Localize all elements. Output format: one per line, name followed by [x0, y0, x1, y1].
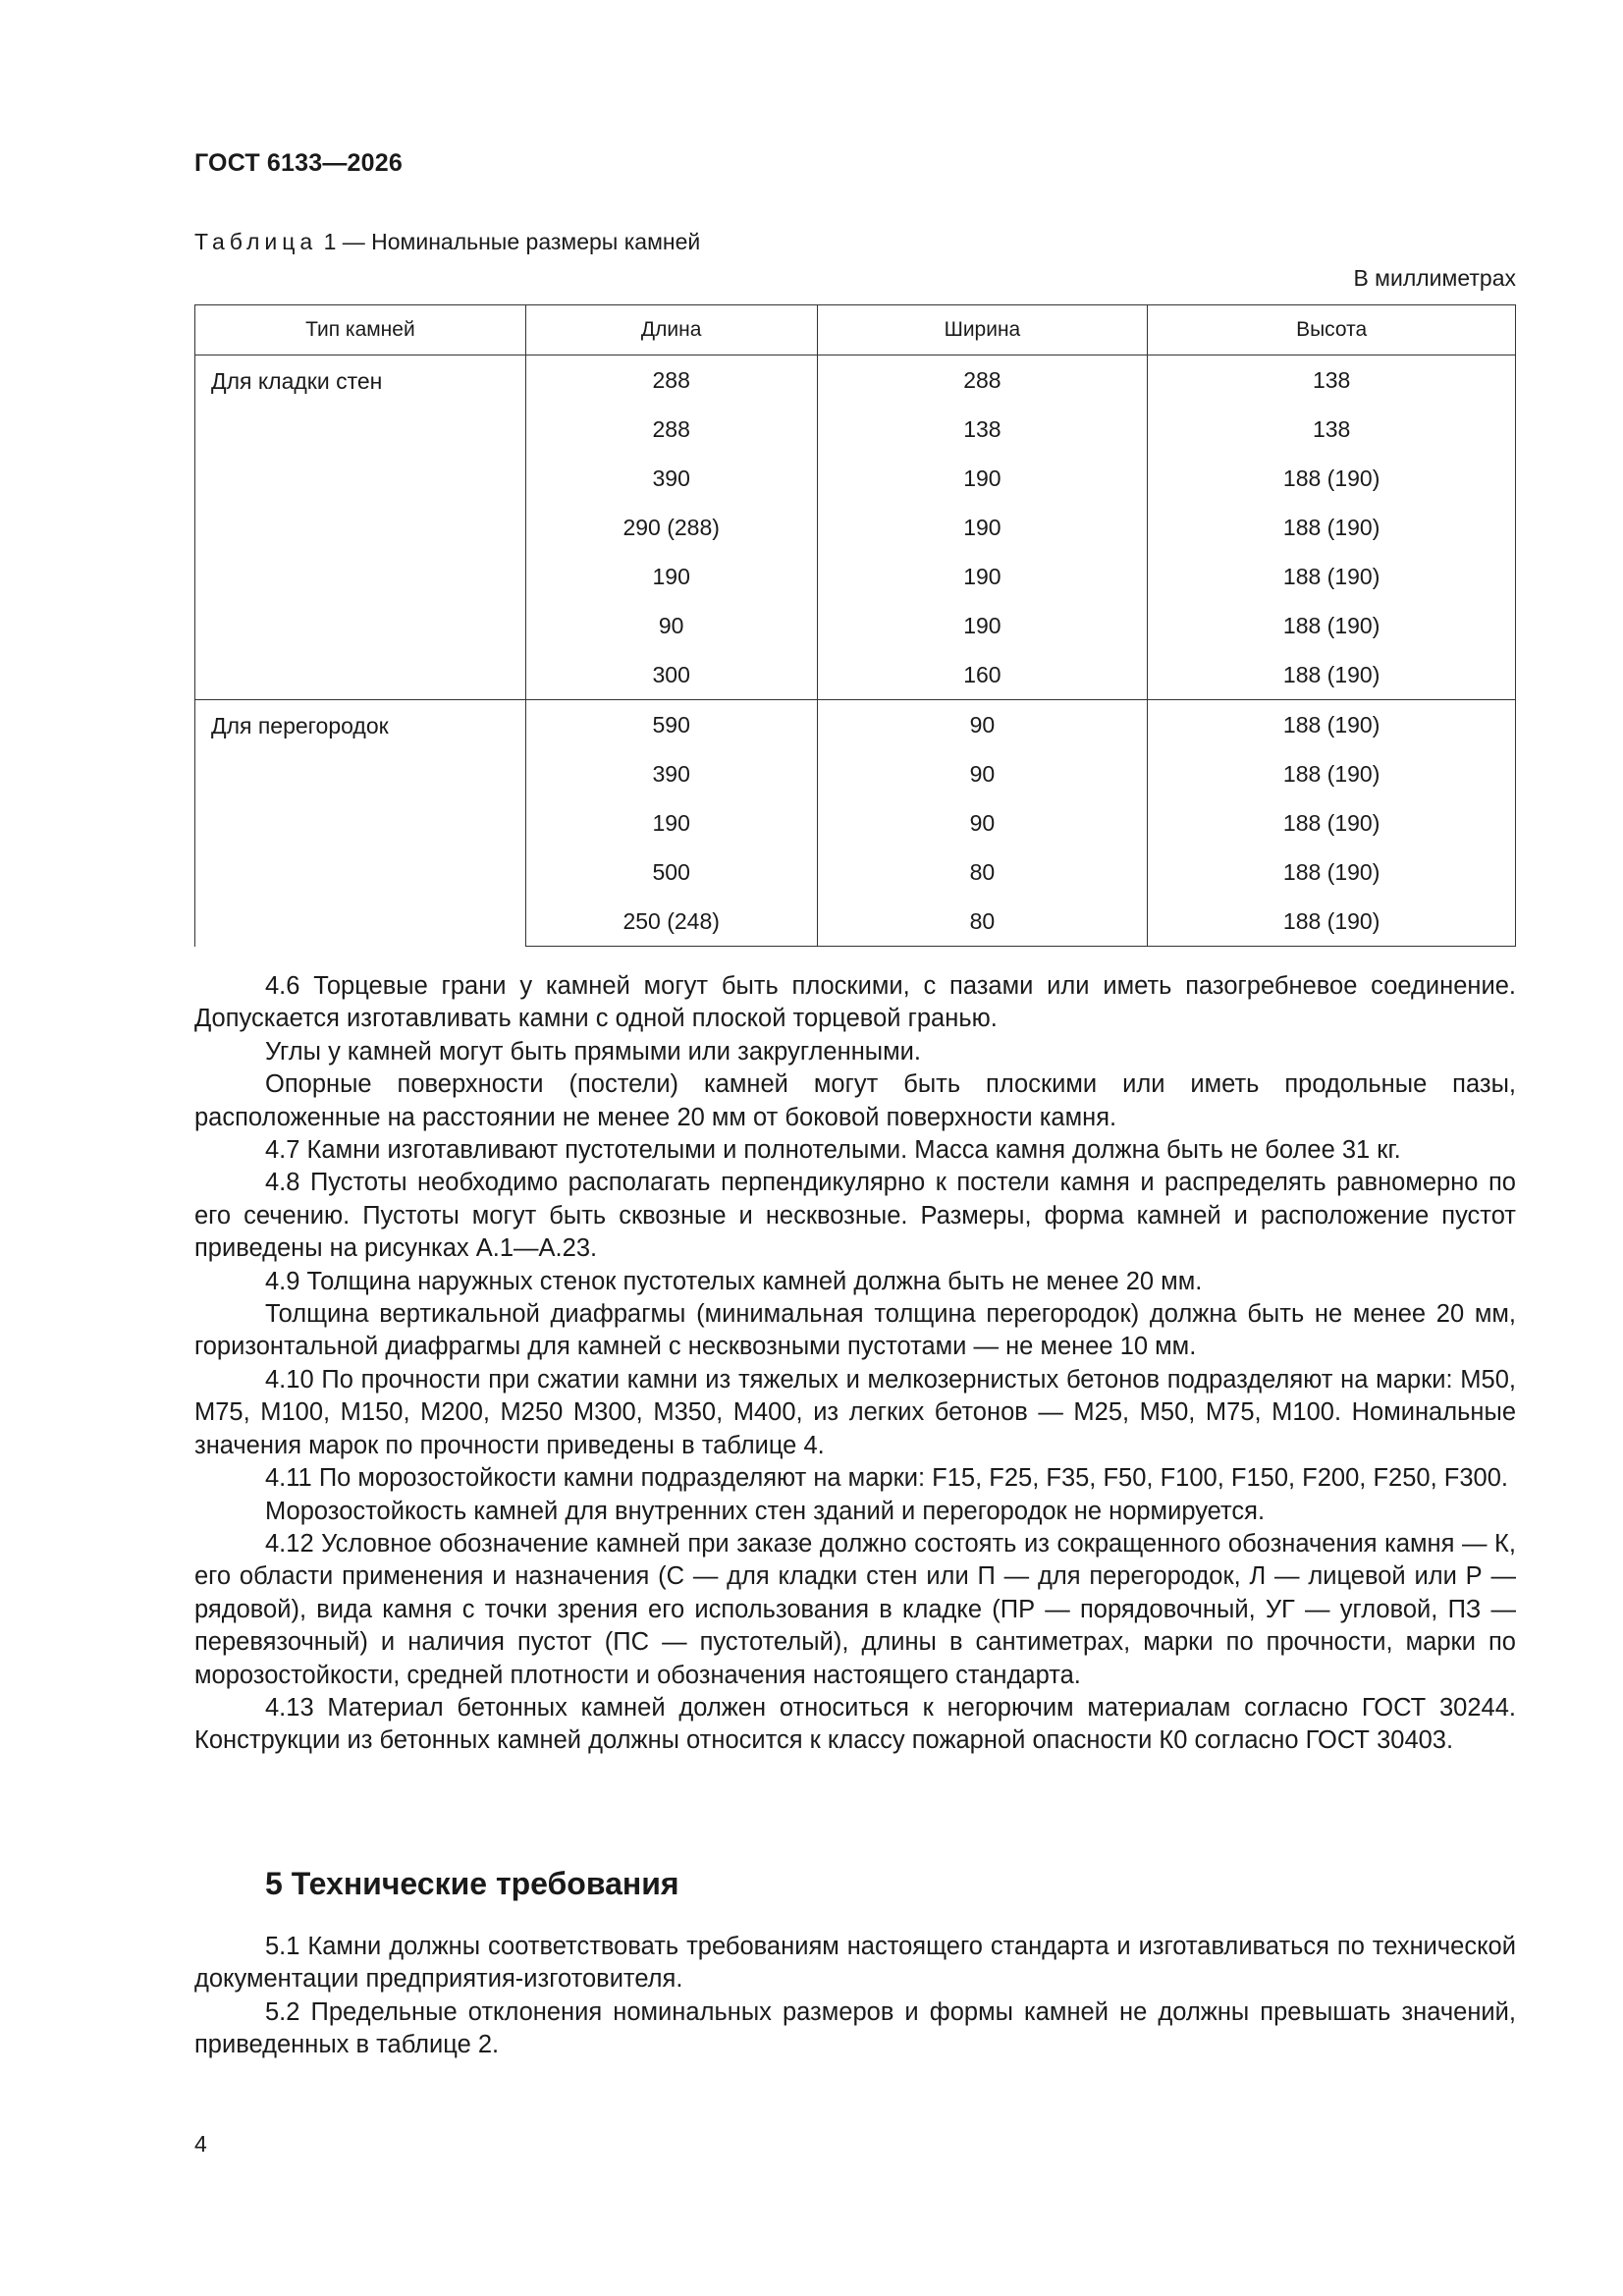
cell-width: 80	[817, 847, 1148, 897]
cell-height: 188 (190)	[1148, 650, 1516, 700]
paragraph: 4.8 Пустоты необходимо располагать перпендикулярно к постели камня и распределять равномерно по его сечению. Пустоты могут быть сквозные и несквозные. Размеры, форма камней и расположение пустот приведены на рисунках А.1—А.23.	[194, 1169, 1516, 1263]
paragraph: 4.10 По прочности при сжатии камни из тяжелых и мелкозернистых бетонов подразделяют на марки: М50, М75, М100, М150, М200, М250 М300, М350, М400, из легких бетонов — М25, М50, М75, М100. Номинальные значения марок по прочности приведены в таблице 4.	[194, 1365, 1516, 1459]
cell-length: 390	[525, 454, 817, 503]
header-length: Длина	[525, 305, 817, 355]
table-units: В миллиметрах	[1353, 265, 1516, 291]
cell-length: 90	[525, 601, 817, 650]
cell-height: 188 (190)	[1148, 552, 1516, 601]
cell-width: 90	[817, 798, 1148, 847]
cell-height: 138	[1148, 355, 1516, 406]
cell-height: 188 (190)	[1148, 700, 1516, 750]
cell-length: 290 (288)	[525, 503, 817, 552]
cell-height: 188 (190)	[1148, 798, 1516, 847]
cell-length: 190	[525, 552, 817, 601]
cell-width: 138	[817, 405, 1148, 454]
cell-height: 188 (190)	[1148, 749, 1516, 798]
cell-height: 188 (190)	[1148, 847, 1516, 897]
cell-height: 188 (190)	[1148, 454, 1516, 503]
page-number: 4	[194, 2131, 207, 2157]
paragraph: Толщина вертикальной диафрагмы (минимальная толщина перегородок) должна быть не менее 20 мм, горизонтальной диафрагмы для камней с несквозными пустотами — не менее 10 мм.	[194, 1300, 1516, 1361]
table-caption-label: Таблица	[194, 229, 318, 254]
table-caption-title: 1 — Номинальные размеры камней	[317, 229, 701, 254]
cell-height: 188 (190)	[1148, 503, 1516, 552]
cell-length: 590	[525, 700, 817, 750]
cell-length: 300	[525, 650, 817, 700]
cell-width: 190	[817, 454, 1148, 503]
paragraph: 4.11 По морозостойкости камни подразделяют на марки: F15, F25, F35, F50, F100, F150, F200, F250, F300.	[265, 1464, 1508, 1493]
cell-length: 288	[525, 355, 817, 406]
table-header-row	[195, 305, 1516, 355]
paragraph: Углы у камней могут быть прямыми или закругленными.	[265, 1037, 921, 1066]
cell-width: 90	[817, 700, 1148, 750]
cell-width: 80	[817, 897, 1148, 947]
cell-type: Для кладки стен	[195, 355, 526, 700]
paragraph: 4.13 Материал бетонных камней должен относиться к негорючим материалам согласно ГОСТ 30244. Конструкции из бетонных камней должны относится к классу пожарной опасности К0 согласно ГОСТ 30403.	[194, 1693, 1516, 1755]
cell-width: 160	[817, 650, 1148, 700]
cell-width: 190	[817, 601, 1148, 650]
section-title: 5 Технические требования	[265, 1866, 679, 1901]
cell-width: 288	[817, 355, 1148, 406]
paragraph: 5.2 Предельные отклонения номинальных размеров и формы камней не должны превышать значений, приведенных в таблице 2.	[194, 1997, 1516, 2059]
cell-length: 390	[525, 749, 817, 798]
paragraph: Опорные поверхности (постели) камней могут быть плоскими или иметь продольные пазы, расположенные на расстоянии не менее 20 мм от боковой поверхности камня.	[194, 1070, 1516, 1131]
header-width: Ширина	[817, 305, 1148, 355]
cell-height: 188 (190)	[1148, 897, 1516, 947]
table-caption	[194, 229, 700, 255]
cell-length: 250 (248)	[525, 897, 817, 947]
header-type: Тип камней	[195, 305, 526, 355]
cell-length: 500	[525, 847, 817, 897]
table-row	[195, 355, 1516, 406]
paragraph: 4.9 Толщина наружных стенок пустотелых камней должна быть не менее 20 мм.	[265, 1267, 1203, 1295]
cell-height: 138	[1148, 405, 1516, 454]
paragraph: 4.6 Торцевые грани у камней могут быть плоскими, с пазами или иметь пазогребневое соединение. Допускается изготавливать камни с одной плоской торцевой гранью.	[194, 972, 1516, 1033]
table-body	[195, 355, 1516, 947]
cell-type: Для перегородок	[195, 700, 526, 947]
paragraph: 4.7 Камни изготавливают пустотелыми и полнотелыми. Масса камня должна быть не более 31 кг.	[265, 1136, 1401, 1165]
cell-width: 90	[817, 749, 1148, 798]
section-body-text	[194, 1931, 1516, 2062]
table-row	[195, 700, 1516, 750]
document-header: ГОСТ 6133—2026	[194, 149, 403, 177]
dimensions-table	[194, 304, 1516, 947]
cell-length: 190	[525, 798, 817, 847]
paragraph: 5.1 Камни должны соответствовать требованиям настоящего стандарта и изготавливаться по технической документации предприятия-изготовителя.	[194, 1933, 1516, 1994]
cell-height: 188 (190)	[1148, 601, 1516, 650]
cell-width: 190	[817, 503, 1148, 552]
header-height: Высота	[1148, 305, 1516, 355]
paragraph: 4.12 Условное обозначение камней при заказе должно состоять из сокращенного обозначения камня — К, его области применения и назначения (С — для кладки стен или П — для перегородок, Л — лицевой или Р — рядовой), вида камня с точки зрения его использования в кладке (ПР — порядовочный, УГ — угловой, ПЗ — перевязочный) и наличия пустот (ПС — пустотелый), длины в сантиметрах, марки по прочности, марки по морозостойкости, средней плотности и обозначения настоящего стандарта.	[194, 1529, 1516, 1689]
cell-width: 190	[817, 552, 1148, 601]
body-text	[194, 970, 1516, 1758]
cell-length: 288	[525, 405, 817, 454]
paragraph: Морозостойкость камней для внутренних стен зданий и перегородок не нормируется.	[265, 1497, 1266, 1525]
